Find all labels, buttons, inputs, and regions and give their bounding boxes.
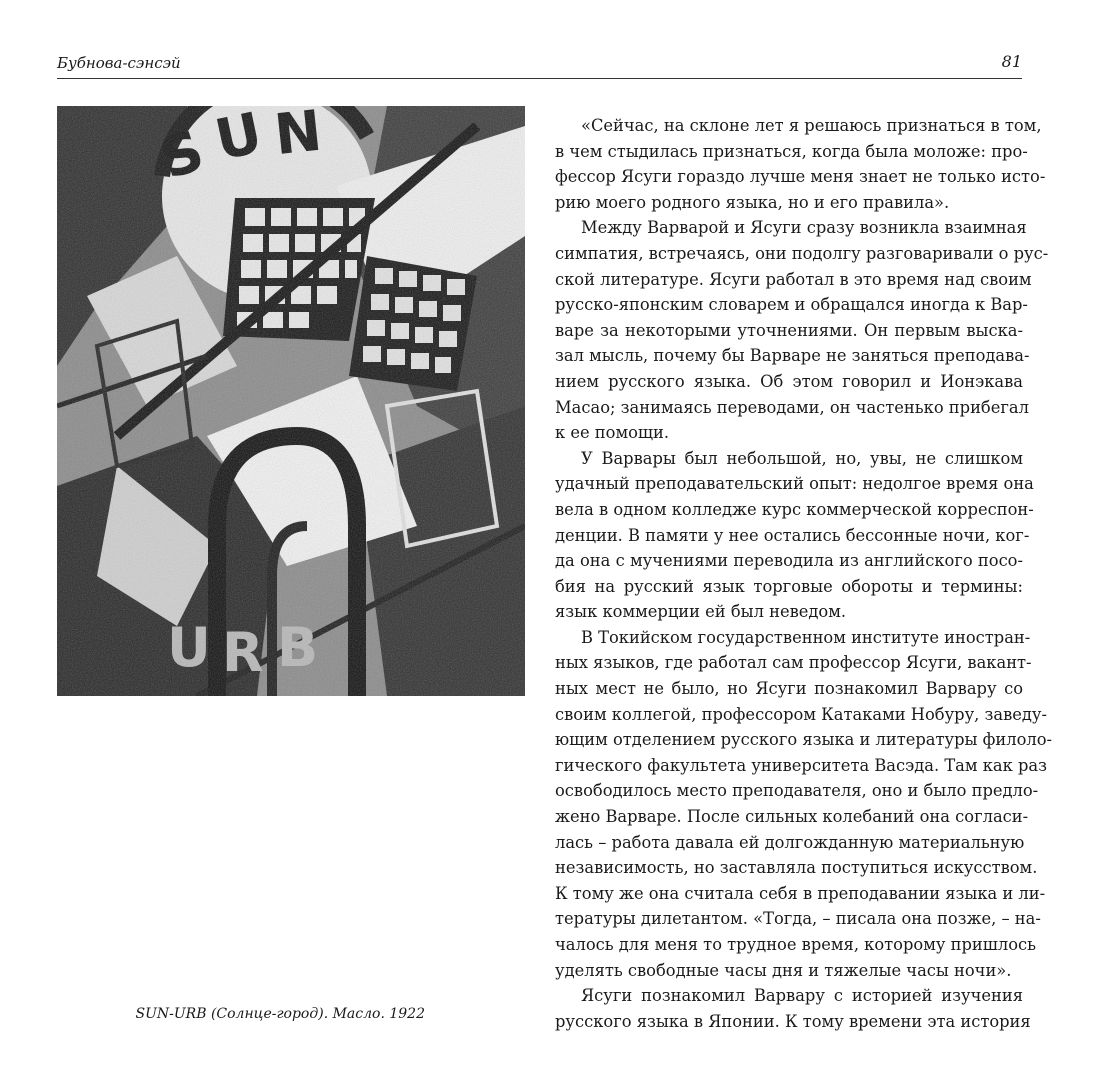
paragraph [555, 446, 1034, 625]
text-line: освободилось место преподавателя, оно и было предло- [555, 781, 1039, 801]
text-line: В Токийском государственном институте иностран- [581, 627, 1031, 647]
painting-illustration [57, 106, 525, 696]
text-line: лась – работа давала ей долгожданную материальную [555, 832, 1025, 852]
running-title: Бубнова-сэнсэй [57, 54, 181, 72]
text-line: симпатия, встречаясь, они подолгу разговаривали о рус- [555, 243, 1049, 263]
text-line: бия на русский язык торговые обороты и термины: [555, 576, 1023, 596]
text-line: ных языков, где работал сам профессор Ясуги, вакант- [555, 653, 1032, 673]
text-line: Масао; занимаясь переводами, он частенько прибегал [555, 397, 1029, 417]
text-line: нием русского языка. Об этом говорил и Ионэкава [555, 371, 1023, 391]
text-line: уделять свободные часы дня и тяжелые часы ночи». [555, 960, 1012, 980]
text-line: язык коммерции ей был неведом. [555, 602, 847, 622]
figure-caption: SUN-URB (Солнце-город). Масло. 1922 [135, 1006, 425, 1022]
text-line: денции. В памяти у нее остались бессонные ночи, ког- [555, 525, 1030, 545]
paragraph [555, 215, 1049, 445]
text-line: рию моего родного языка, но и его правила». [555, 192, 950, 212]
paragraph [555, 983, 1031, 1034]
text-line: своим коллегой, профессором Катаками Нобуру, заведу- [555, 704, 1047, 724]
text-line: У Варвары был небольшой, но, увы, не слишком [581, 448, 1023, 468]
text-line: варе за некоторыми уточнениями. Он первым выска- [555, 320, 1023, 340]
text-line: независимость, но заставляла поступиться искусством. [555, 858, 1038, 878]
text-line: да она с мучениями переводила из английского посо- [555, 551, 1023, 571]
text-line: чалось для меня то трудное время, которому пришлось [555, 935, 1036, 954]
text-line: удачный преподавательский опыт: недолгое время она [555, 474, 1034, 494]
text-line: К тому же она считала себя в преподавании языка и ли- [555, 883, 1046, 903]
text-line: ской литературе. Ясуги работал в это время над своим [555, 269, 1032, 289]
text-line: русского языка в Японии. К тому времени эта история [555, 1011, 1031, 1031]
text-line: гического факультета университета Васэда. Там как раз [555, 755, 1047, 775]
text-line: ных мест не было, но Ясуги познакомил Варвару со [555, 679, 1023, 699]
text-line: зал мысль, почему бы Варваре не заняться преподава- [555, 346, 1030, 366]
text-line: фессор Ясуги гораздо лучше меня знает не только исто- [555, 167, 1046, 187]
text-line: русско-японским словарем и обращался иногда к Вар- [555, 295, 1028, 315]
text-line: жено Варваре. После сильных колебаний она согласи- [555, 807, 1029, 827]
text-line: к ее помощи. [555, 423, 670, 443]
page-number: 81 [1001, 52, 1022, 71]
text-line: Ясуги познакомил Варвару с историей изучения [581, 986, 1023, 1006]
text-line: ющим отделением русского языка и литературы филоло- [555, 730, 1053, 750]
body-text-column [555, 113, 1053, 1034]
text-line: вела в одном колледже курс коммерческой корреспон- [555, 499, 1034, 519]
running-header [57, 52, 1022, 79]
painting-image [57, 106, 525, 696]
text-line: «Сейчас, на склоне лет я решаюсь признаться в том, [581, 116, 1042, 135]
text-line: Между Варварой и Ясуги сразу возникла взаимная [581, 218, 1027, 238]
text-line: тературы дилетантом. «Тогда, – писала она позже, – на- [555, 909, 1041, 929]
paragraph [555, 625, 1053, 983]
text-line: в чем стыдилась признаться, когда была моложе: про- [555, 141, 1028, 161]
paragraph [555, 113, 1046, 215]
